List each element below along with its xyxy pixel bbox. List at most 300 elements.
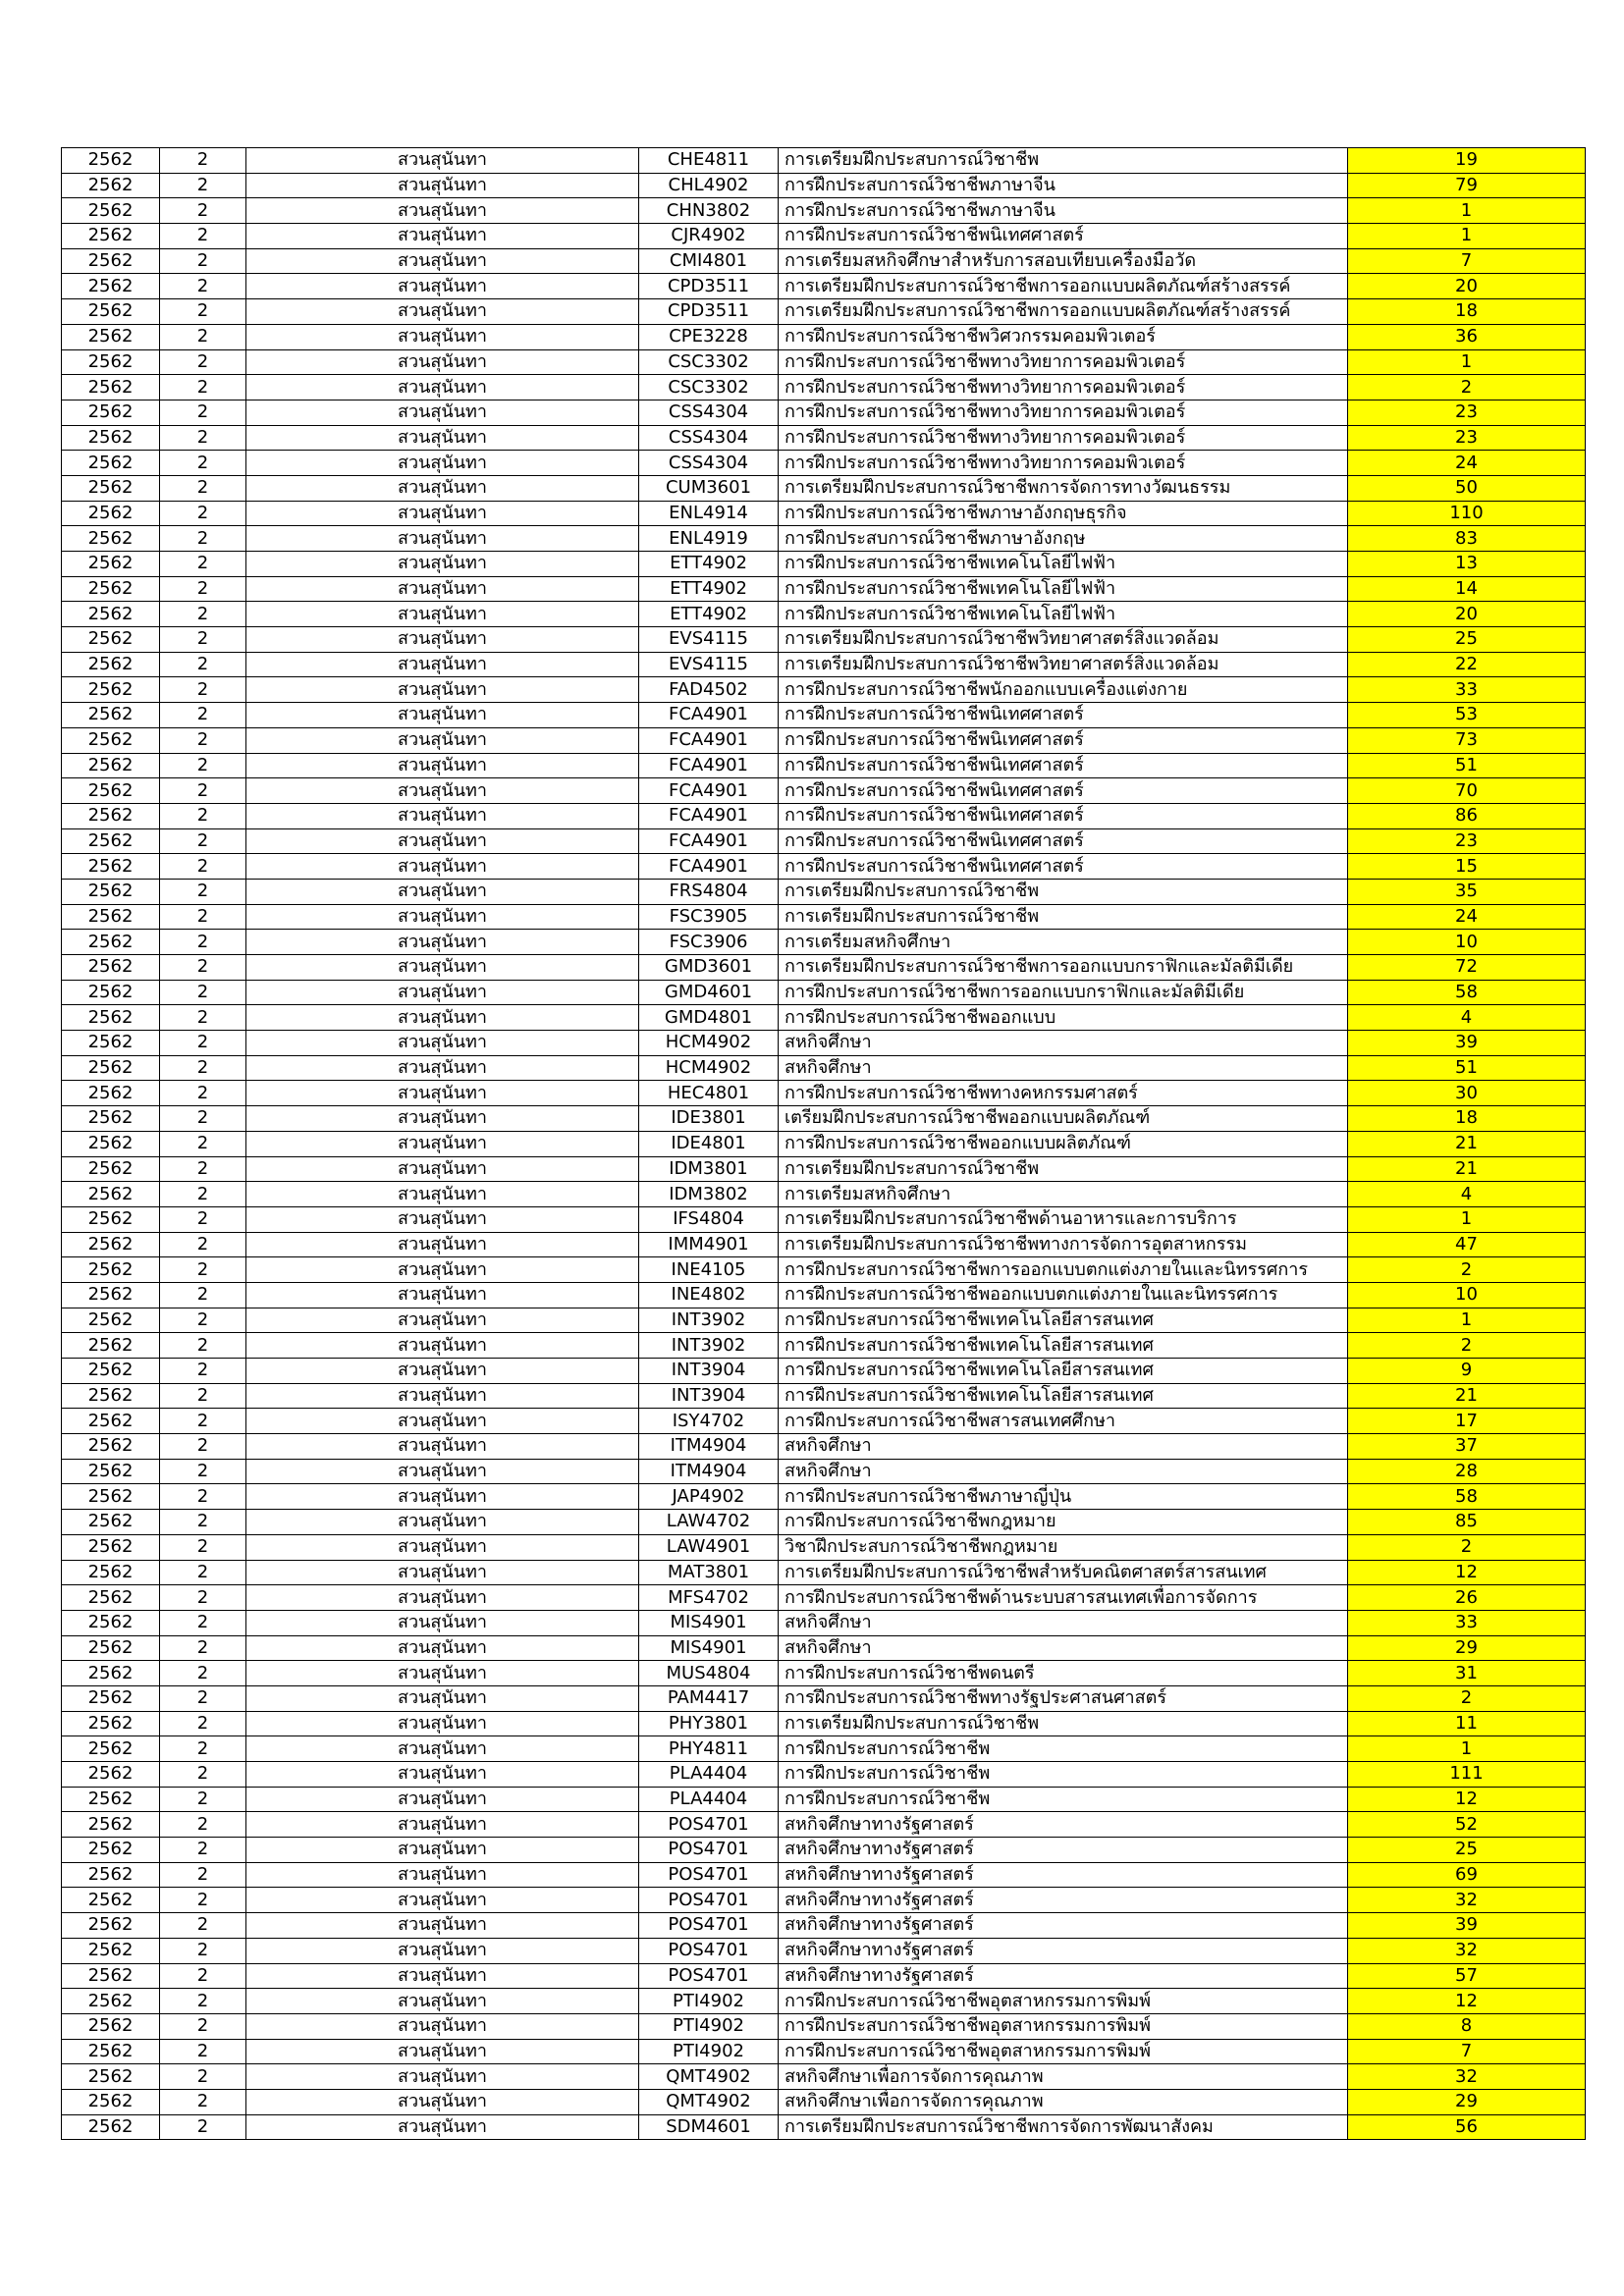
table-row xyxy=(62,1131,1586,1156)
university-cell: สวนสุนันทา xyxy=(246,475,639,501)
semester-cell: 2 xyxy=(160,1106,246,1132)
course-name-cell: การเตรียมฝึกประสบการณ์วิชาชีพการออกแบบกราฟิกและมัลติมีเดีย xyxy=(779,955,1348,981)
year-cell: 2562 xyxy=(62,652,160,677)
year-cell: 2562 xyxy=(62,2064,160,2090)
year-cell: 2562 xyxy=(62,552,160,577)
semester-cell: 2 xyxy=(160,1963,246,1989)
course-code-cell: INE4105 xyxy=(639,1257,779,1283)
course-name-cell: การเตรียมฝึกประสบการณ์วิชาชีพ xyxy=(779,1711,1348,1736)
university-cell: สวนสุนันทา xyxy=(246,1534,639,1560)
university-cell: สวนสุนันทา xyxy=(246,1711,639,1736)
year-cell: 2562 xyxy=(62,1534,160,1560)
table-row xyxy=(62,552,1586,577)
course-code-cell: CMI4801 xyxy=(639,248,779,274)
course-code-cell: EVS4115 xyxy=(639,652,779,677)
student-count-cell: 12 xyxy=(1348,1560,1586,1585)
course-code-cell: ISY4702 xyxy=(639,1409,779,1434)
course-code-cell: INT3902 xyxy=(639,1333,779,1359)
student-count-cell: 47 xyxy=(1348,1232,1586,1257)
year-cell: 2562 xyxy=(62,1434,160,1460)
year-cell: 2562 xyxy=(62,1257,160,1283)
university-cell: สวนสุนันทา xyxy=(246,1585,639,1611)
course-code-cell: HCM4902 xyxy=(639,1031,779,1056)
course-code-cell: ENL4919 xyxy=(639,526,779,552)
student-count-cell: 21 xyxy=(1348,1156,1586,1182)
course-name-cell: การฝึกประสบการณ์วิชาชีพนิเทศศาสตร์ xyxy=(779,753,1348,778)
student-count-cell: 30 xyxy=(1348,1081,1586,1106)
course-name-cell: การเตรียมฝึกประสบการณ์วิชาชีพ xyxy=(779,904,1348,930)
year-cell: 2562 xyxy=(62,1963,160,1989)
student-count-cell: 52 xyxy=(1348,1812,1586,1838)
student-count-cell: 2 xyxy=(1348,1685,1586,1711)
student-count-cell: 21 xyxy=(1348,1131,1586,1156)
table-row xyxy=(62,1711,1586,1736)
course-code-cell: FCA4901 xyxy=(639,778,779,804)
semester-cell: 2 xyxy=(160,1484,246,1510)
year-cell: 2562 xyxy=(62,1938,160,1963)
course-code-cell: CUM3601 xyxy=(639,475,779,501)
student-count-cell: 23 xyxy=(1348,425,1586,451)
year-cell: 2562 xyxy=(62,576,160,602)
student-count-cell: 50 xyxy=(1348,475,1586,501)
table-row xyxy=(62,1862,1586,1888)
course-code-cell: MUS4804 xyxy=(639,1661,779,1686)
year-cell: 2562 xyxy=(62,1913,160,1939)
course-code-cell: PTI4902 xyxy=(639,2013,779,2039)
course-name-cell: การฝึกประสบการณ์วิชาชีพทางวิทยาการคอมพิวเตอร์ xyxy=(779,425,1348,451)
student-count-cell: 51 xyxy=(1348,1055,1586,1081)
student-count-cell: 20 xyxy=(1348,274,1586,299)
semester-cell: 2 xyxy=(160,375,246,400)
table-row xyxy=(62,727,1586,753)
university-cell: สวนสุนันทา xyxy=(246,2114,639,2140)
course-code-cell: ETT4902 xyxy=(639,576,779,602)
semester-cell: 2 xyxy=(160,324,246,349)
year-cell: 2562 xyxy=(62,1206,160,1232)
university-cell: สวนสุนันทา xyxy=(246,1031,639,1056)
course-code-cell: GMD4801 xyxy=(639,1005,779,1031)
table-row xyxy=(62,526,1586,552)
university-cell: สวนสุนันทา xyxy=(246,148,639,174)
university-cell: สวนสุนันทา xyxy=(246,753,639,778)
university-cell: สวนสุนันทา xyxy=(246,1610,639,1635)
table-row xyxy=(62,1106,1586,1132)
student-count-cell: 9 xyxy=(1348,1359,1586,1384)
table-row xyxy=(62,501,1586,526)
university-cell: สวนสุนันทา xyxy=(246,1308,639,1333)
course-code-cell: IDE3801 xyxy=(639,1106,779,1132)
semester-cell: 2 xyxy=(160,1888,246,1913)
student-count-cell: 14 xyxy=(1348,576,1586,602)
student-count-cell: 32 xyxy=(1348,1888,1586,1913)
student-count-cell: 28 xyxy=(1348,1459,1586,1484)
semester-cell: 2 xyxy=(160,224,246,249)
semester-cell: 2 xyxy=(160,1333,246,1359)
semester-cell: 2 xyxy=(160,1736,246,1762)
semester-cell: 2 xyxy=(160,1510,246,1535)
course-code-cell: PTI4902 xyxy=(639,2039,779,2064)
university-cell: สวนสุนันทา xyxy=(246,854,639,880)
university-cell: สวนสุนันทา xyxy=(246,1963,639,1989)
semester-cell: 2 xyxy=(160,1534,246,1560)
course-name-cell: การฝึกประสบการณ์วิชาชีพเทคโนโลยีสารสนเทศ xyxy=(779,1308,1348,1333)
university-cell: สวนสุนันทา xyxy=(246,1434,639,1460)
course-code-cell: CSC3302 xyxy=(639,375,779,400)
course-name-cell: สหกิจศึกษา xyxy=(779,1459,1348,1484)
student-count-cell: 1 xyxy=(1348,349,1586,375)
year-cell: 2562 xyxy=(62,1383,160,1409)
table-row xyxy=(62,703,1586,728)
course-name-cell: การฝึกประสบการณ์วิชาชีพนิเทศศาสตร์ xyxy=(779,854,1348,880)
table-row xyxy=(62,652,1586,677)
table-row xyxy=(62,1938,1586,1963)
year-cell: 2562 xyxy=(62,930,160,955)
student-count-cell: 8 xyxy=(1348,2013,1586,2039)
year-cell: 2562 xyxy=(62,627,160,653)
semester-cell: 2 xyxy=(160,1383,246,1409)
student-count-cell: 7 xyxy=(1348,248,1586,274)
student-count-cell: 12 xyxy=(1348,1989,1586,2014)
student-count-cell: 1 xyxy=(1348,198,1586,224)
course-code-cell: FCA4901 xyxy=(639,703,779,728)
university-cell: สวนสุนันทา xyxy=(246,1333,639,1359)
year-cell: 2562 xyxy=(62,677,160,703)
table-row xyxy=(62,803,1586,828)
student-count-cell: 24 xyxy=(1348,451,1586,476)
semester-cell: 2 xyxy=(160,1762,246,1788)
table-row xyxy=(62,2039,1586,2064)
university-cell: สวนสุนันทา xyxy=(246,1661,639,1686)
semester-cell: 2 xyxy=(160,1359,246,1384)
student-count-cell: 2 xyxy=(1348,1333,1586,1359)
course-name-cell: การฝึกประสบการณ์วิชาชีพสารสนเทศศึกษา xyxy=(779,1409,1348,1434)
table-row xyxy=(62,753,1586,778)
student-count-cell: 35 xyxy=(1348,879,1586,904)
university-cell: สวนสุนันทา xyxy=(246,2039,639,2064)
course-code-cell: POS4701 xyxy=(639,1913,779,1939)
course-code-cell: FCA4901 xyxy=(639,803,779,828)
university-cell: สวนสุนันทา xyxy=(246,1232,639,1257)
university-cell: สวนสุนันทา xyxy=(246,1156,639,1182)
course-code-cell: MAT3801 xyxy=(639,1560,779,1585)
course-code-cell: IDE4801 xyxy=(639,1131,779,1156)
semester-cell: 2 xyxy=(160,2114,246,2140)
university-cell: สวนสุนันทา xyxy=(246,1005,639,1031)
student-count-cell: 1 xyxy=(1348,1206,1586,1232)
semester-cell: 2 xyxy=(160,1938,246,1963)
university-cell: สวนสุนันทา xyxy=(246,930,639,955)
semester-cell: 2 xyxy=(160,879,246,904)
semester-cell: 2 xyxy=(160,703,246,728)
table-row xyxy=(62,828,1586,854)
student-count-cell: 11 xyxy=(1348,1711,1586,1736)
course-name-cell: การฝึกประสบการณ์วิชาชีพนิเทศศาสตร์ xyxy=(779,224,1348,249)
table-row xyxy=(62,2064,1586,2090)
table-row xyxy=(62,1282,1586,1308)
table-row xyxy=(62,677,1586,703)
year-cell: 2562 xyxy=(62,349,160,375)
semester-cell: 2 xyxy=(160,299,246,325)
student-count-cell: 29 xyxy=(1348,2089,1586,2114)
table-row xyxy=(62,198,1586,224)
course-name-cell: การเตรียมฝึกประสบการณ์วิชาชีพการออกแบบผลิตภัณฑ์สร้างสรรค์ xyxy=(779,299,1348,325)
table-row xyxy=(62,224,1586,249)
university-cell: สวนสุนันทา xyxy=(246,1484,639,1510)
year-cell: 2562 xyxy=(62,1685,160,1711)
year-cell: 2562 xyxy=(62,1585,160,1611)
table-row xyxy=(62,2114,1586,2140)
course-code-cell: FRS4804 xyxy=(639,879,779,904)
year-cell: 2562 xyxy=(62,854,160,880)
student-count-cell: 31 xyxy=(1348,1661,1586,1686)
university-cell: สวนสุนันทา xyxy=(246,1359,639,1384)
semester-cell: 2 xyxy=(160,753,246,778)
year-cell: 2562 xyxy=(62,1661,160,1686)
course-name-cell: การฝึกประสบการณ์วิชาชีพเทคโนโลยีสารสนเทศ xyxy=(779,1383,1348,1409)
course-code-cell: PHY4811 xyxy=(639,1736,779,1762)
course-name-cell: การเตรียมสหกิจศึกษา xyxy=(779,930,1348,955)
university-cell: สวนสุนันทา xyxy=(246,1383,639,1409)
table-row xyxy=(62,1484,1586,1510)
semester-cell: 2 xyxy=(160,652,246,677)
year-cell: 2562 xyxy=(62,2013,160,2039)
course-name-cell: สหกิจศึกษาทางรัฐศาสตร์ xyxy=(779,1838,1348,1863)
year-cell: 2562 xyxy=(62,1459,160,1484)
semester-cell: 2 xyxy=(160,727,246,753)
semester-cell: 2 xyxy=(160,1182,246,1207)
year-cell: 2562 xyxy=(62,1282,160,1308)
course-code-cell: PHY3801 xyxy=(639,1711,779,1736)
university-cell: สวนสุนันทา xyxy=(246,1560,639,1585)
student-count-cell: 36 xyxy=(1348,324,1586,349)
university-cell: สวนสุนันทา xyxy=(246,2013,639,2039)
university-cell: สวนสุนันทา xyxy=(246,1206,639,1232)
course-code-cell: HCM4902 xyxy=(639,1055,779,1081)
student-count-cell: 1 xyxy=(1348,1308,1586,1333)
year-cell: 2562 xyxy=(62,1333,160,1359)
student-count-cell: 58 xyxy=(1348,1484,1586,1510)
university-cell: สวนสุนันทา xyxy=(246,677,639,703)
course-code-cell: INE4802 xyxy=(639,1282,779,1308)
university-cell: สวนสุนันทา xyxy=(246,828,639,854)
course-code-cell: INT3902 xyxy=(639,1308,779,1333)
course-code-cell: MFS4702 xyxy=(639,1585,779,1611)
course-name-cell: การเตรียมฝึกประสบการณ์วิชาชีพด้านอาหารและการบริการ xyxy=(779,1206,1348,1232)
year-cell: 2562 xyxy=(62,526,160,552)
course-name-cell: สหกิจศึกษาทางรัฐศาสตร์ xyxy=(779,1913,1348,1939)
student-count-cell: 2 xyxy=(1348,375,1586,400)
semester-cell: 2 xyxy=(160,1812,246,1838)
student-count-cell: 20 xyxy=(1348,602,1586,627)
course-name-cell: การเตรียมฝึกประสบการณ์วิชาชีพวิทยาศาสตร์สิ่งแวดล้อม xyxy=(779,627,1348,653)
semester-cell: 2 xyxy=(160,1434,246,1460)
year-cell: 2562 xyxy=(62,980,160,1005)
course-code-cell: GMD3601 xyxy=(639,955,779,981)
table-row xyxy=(62,475,1586,501)
table-row xyxy=(62,930,1586,955)
semester-cell: 2 xyxy=(160,576,246,602)
course-name-cell: สหกิจศึกษาเพื่อการจัดการคุณภาพ xyxy=(779,2089,1348,2114)
course-code-cell: CPD3511 xyxy=(639,274,779,299)
semester-cell: 2 xyxy=(160,803,246,828)
course-name-cell: การเตรียมสหกิจศึกษาสำหรับการสอบเทียบเครื่องมือวัด xyxy=(779,248,1348,274)
year-cell: 2562 xyxy=(62,1031,160,1056)
course-name-cell: การฝึกประสบการณ์วิชาชีพทางคหกรรมศาสตร์ xyxy=(779,1081,1348,1106)
student-count-cell: 23 xyxy=(1348,828,1586,854)
table-row xyxy=(62,1459,1586,1484)
course-name-cell: การฝึกประสบการณ์วิชาชีพการออกแบบกราฟิกและมัลติมีเดีย xyxy=(779,980,1348,1005)
table-row xyxy=(62,1585,1586,1611)
table-row xyxy=(62,1257,1586,1283)
course-name-cell: การฝึกประสบการณ์วิชาชีพ xyxy=(779,1736,1348,1762)
course-name-cell: การฝึกประสบการณ์วิชาชีพนิเทศศาสตร์ xyxy=(779,778,1348,804)
table-row xyxy=(62,854,1586,880)
student-count-cell: 4 xyxy=(1348,1182,1586,1207)
course-name-cell: สหกิจศึกษา xyxy=(779,1055,1348,1081)
student-count-cell: 2 xyxy=(1348,1534,1586,1560)
course-name-cell: การฝึกประสบการณ์วิชาชีพทางวิทยาการคอมพิวเตอร์ xyxy=(779,400,1348,425)
university-cell: สวนสุนันทา xyxy=(246,904,639,930)
semester-cell: 2 xyxy=(160,148,246,174)
course-code-cell: CSS4304 xyxy=(639,451,779,476)
year-cell: 2562 xyxy=(62,1232,160,1257)
course-code-cell: MIS4901 xyxy=(639,1610,779,1635)
semester-cell: 2 xyxy=(160,501,246,526)
table-row xyxy=(62,1359,1586,1384)
student-count-cell: 1 xyxy=(1348,1736,1586,1762)
semester-cell: 2 xyxy=(160,1838,246,1863)
course-code-cell: IDM3801 xyxy=(639,1156,779,1182)
course-name-cell: การฝึกประสบการณ์วิชาชีพภาษาอังกฤษ xyxy=(779,526,1348,552)
year-cell: 2562 xyxy=(62,451,160,476)
table-row xyxy=(62,1510,1586,1535)
university-cell: สวนสุนันทา xyxy=(246,727,639,753)
student-count-cell: 22 xyxy=(1348,652,1586,677)
university-cell: สวนสุนันทา xyxy=(246,703,639,728)
course-code-cell: INT3904 xyxy=(639,1359,779,1384)
course-code-cell: JAP4902 xyxy=(639,1484,779,1510)
university-cell: สวนสุนันทา xyxy=(246,602,639,627)
course-name-cell: การฝึกประสบการณ์วิชาชีพอุตสาหกรรมการพิมพ์ xyxy=(779,2013,1348,2039)
course-code-cell: HEC4801 xyxy=(639,1081,779,1106)
course-name-cell: การฝึกประสบการณ์วิชาชีพออกแบบ xyxy=(779,1005,1348,1031)
table-row xyxy=(62,1685,1586,1711)
course-name-cell: การฝึกประสบการณ์วิชาชีพออกแบบตกแต่งภายในและนิทรรศการ xyxy=(779,1282,1348,1308)
course-code-cell: FCA4901 xyxy=(639,828,779,854)
student-count-cell: 69 xyxy=(1348,1862,1586,1888)
course-code-cell: ITM4904 xyxy=(639,1434,779,1460)
course-name-cell: การฝึกประสบการณ์วิชาชีพเทคโนโลยีไฟฟ้า xyxy=(779,552,1348,577)
year-cell: 2562 xyxy=(62,1106,160,1132)
course-name-cell: สหกิจศึกษาทางรัฐศาสตร์ xyxy=(779,1938,1348,1963)
year-cell: 2562 xyxy=(62,248,160,274)
semester-cell: 2 xyxy=(160,1610,246,1635)
year-cell: 2562 xyxy=(62,425,160,451)
university-cell: สวนสุนันทา xyxy=(246,2064,639,2090)
course-code-cell: MIS4901 xyxy=(639,1635,779,1661)
year-cell: 2562 xyxy=(62,375,160,400)
year-cell: 2562 xyxy=(62,1081,160,1106)
course-code-cell: CHN3802 xyxy=(639,198,779,224)
student-count-cell: 32 xyxy=(1348,2064,1586,2090)
student-count-cell: 51 xyxy=(1348,753,1586,778)
course-code-cell: CSS4304 xyxy=(639,400,779,425)
year-cell: 2562 xyxy=(62,1131,160,1156)
student-count-cell: 10 xyxy=(1348,930,1586,955)
table-row xyxy=(62,148,1586,174)
student-count-cell: 33 xyxy=(1348,677,1586,703)
semester-cell: 2 xyxy=(160,1005,246,1031)
table-row xyxy=(62,1888,1586,1913)
semester-cell: 2 xyxy=(160,552,246,577)
course-enrollment-table xyxy=(61,147,1586,2140)
semester-cell: 2 xyxy=(160,1409,246,1434)
year-cell: 2562 xyxy=(62,1055,160,1081)
course-name-cell: การฝึกประสบการณ์วิชาชีพดนตรี xyxy=(779,1661,1348,1686)
course-code-cell: POS4701 xyxy=(639,1862,779,1888)
university-cell: สวนสุนันทา xyxy=(246,299,639,325)
table-row xyxy=(62,1989,1586,2014)
student-count-cell: 21 xyxy=(1348,1383,1586,1409)
semester-cell: 2 xyxy=(160,2064,246,2090)
table-row xyxy=(62,1838,1586,1863)
table-row xyxy=(62,627,1586,653)
course-code-cell: EVS4115 xyxy=(639,627,779,653)
course-code-cell: IFS4804 xyxy=(639,1206,779,1232)
course-code-cell: CSC3302 xyxy=(639,349,779,375)
year-cell: 2562 xyxy=(62,1888,160,1913)
semester-cell: 2 xyxy=(160,1206,246,1232)
year-cell: 2562 xyxy=(62,173,160,198)
year-cell: 2562 xyxy=(62,299,160,325)
semester-cell: 2 xyxy=(160,1081,246,1106)
university-cell: สวนสุนันทา xyxy=(246,1736,639,1762)
semester-cell: 2 xyxy=(160,1913,246,1939)
year-cell: 2562 xyxy=(62,778,160,804)
year-cell: 2562 xyxy=(62,1560,160,1585)
student-count-cell: 7 xyxy=(1348,2039,1586,2064)
course-code-cell: CJR4902 xyxy=(639,224,779,249)
course-code-cell: POS4701 xyxy=(639,1812,779,1838)
year-cell: 2562 xyxy=(62,1484,160,1510)
student-count-cell: 10 xyxy=(1348,1282,1586,1308)
course-name-cell: การเตรียมฝึกประสบการณ์วิชาชีพวิทยาศาสตร์สิ่งแวดล้อม xyxy=(779,652,1348,677)
student-count-cell: 1 xyxy=(1348,224,1586,249)
university-cell: สวนสุนันทา xyxy=(246,1459,639,1484)
year-cell: 2562 xyxy=(62,1989,160,2014)
student-count-cell: 12 xyxy=(1348,1787,1586,1812)
table-row xyxy=(62,1409,1586,1434)
table-row xyxy=(62,1434,1586,1460)
course-code-cell: POS4701 xyxy=(639,1963,779,1989)
semester-cell: 2 xyxy=(160,400,246,425)
table-row xyxy=(62,425,1586,451)
student-count-cell: 73 xyxy=(1348,727,1586,753)
student-count-cell: 24 xyxy=(1348,904,1586,930)
student-count-cell: 4 xyxy=(1348,1005,1586,1031)
semester-cell: 2 xyxy=(160,2039,246,2064)
table-row xyxy=(62,1206,1586,1232)
student-count-cell: 86 xyxy=(1348,803,1586,828)
course-name-cell: การเตรียมฝึกประสบการณ์วิชาชีพ xyxy=(779,879,1348,904)
student-count-cell: 29 xyxy=(1348,1635,1586,1661)
student-count-cell: 39 xyxy=(1348,1913,1586,1939)
year-cell: 2562 xyxy=(62,1308,160,1333)
course-code-cell: IMM4901 xyxy=(639,1232,779,1257)
course-name-cell: การฝึกประสบการณ์วิชาชีพ xyxy=(779,1762,1348,1788)
university-cell: สวนสุนันทา xyxy=(246,1635,639,1661)
university-cell: สวนสุนันทา xyxy=(246,349,639,375)
